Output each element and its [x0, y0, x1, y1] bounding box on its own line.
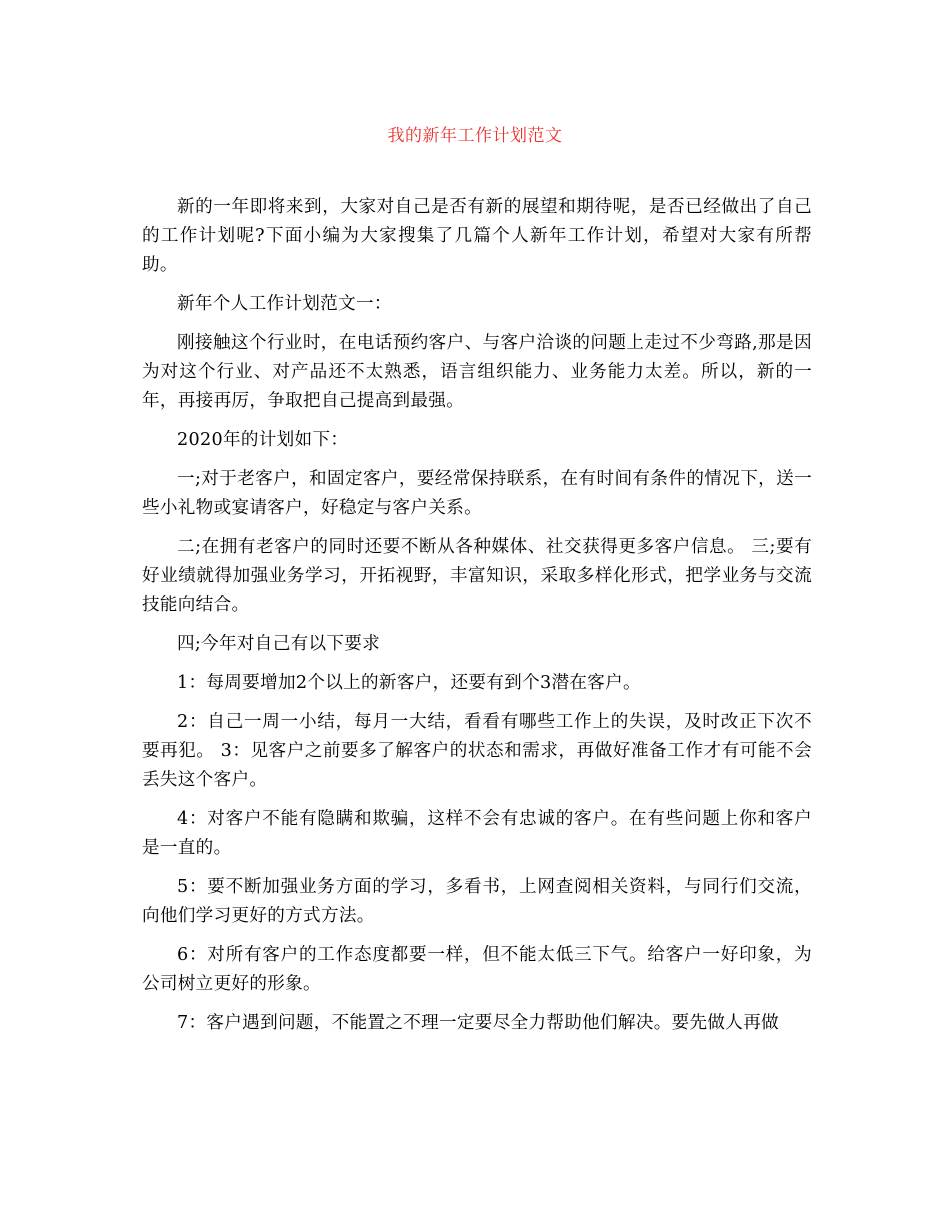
paragraph-requirement-5: 5：要不断加强业务方面的学习，多看书，上网查阅相关资料，与同行们交流，向他们学习更好的方式方法。: [142, 877, 812, 926]
paragraph-requirement-2-3: 2：自己一周一小结，每月一大结，看看有哪些工作上的失误，及时改正下次不要再犯。 3：见客户之前要多了解客户的状态和需求，再做好准备工作才有可能不会丢失这个客户。: [142, 712, 812, 790]
paragraph-plan-heading: 2020年的计划如下：: [177, 430, 349, 450]
document-body: [142, 193, 812, 1048]
document-title: 我的新年工作计划范文: [387, 126, 563, 146]
paragraph-plan-item-one: 一;对于老客户，和固定客户，要经常保持联系，在有时间有条件的情况下，送一些小礼物或宴请客户，好稳定与客户关系。: [142, 469, 812, 518]
paragraph-heading-sample-one: 新年个人工作计划范文一：: [177, 294, 392, 314]
paragraph-intro: 新的一年即将来到，大家对自己是否有新的展望和期待呢，是否已经做出了自己的工作计划呢?下面小编为大家搜集了几篇个人新年工作计划，希望对大家有所帮助。: [142, 197, 812, 275]
paragraph-plan-item-two-three: 二;在拥有老客户的同时还要不断从各种媒体、社交获得更多客户信息。 三;要有好业绩就得加强业务学习，开拓视野，丰富知识，采取多样化形式，把学业务与交流技能向结合。: [142, 537, 812, 615]
paragraph-plan-item-four: 四;今年对自己有以下要求: [177, 634, 381, 654]
paragraph-requirement-7: 7：客户遇到问题，不能置之不理一定要尽全力帮助他们解决。要先做人再做: [177, 1013, 779, 1033]
paragraph-requirement-4: 4：对客户不能有隐瞒和欺骗，这样不会有忠诚的客户。在有些问题上你和客户是一直的。: [142, 809, 812, 858]
paragraph-background: 刚接触这个行业时，在电话预约客户、与客户洽谈的问题上走过不少弯路,那是因为对这个行业、对产品还不太熟悉，语言组织能力、业务能力太差。所以，新的一年，再接再厉，争取把自己提高到最强。: [142, 333, 812, 411]
paragraph-requirement-6: 6：对所有客户的工作态度都要一样，但不能太低三下气。给客户一好印象，为公司树立更好的形象。: [142, 945, 812, 994]
paragraph-requirement-1: 1：每周要增加2个以上的新客户，还要有到个3潜在客户。: [177, 673, 641, 693]
